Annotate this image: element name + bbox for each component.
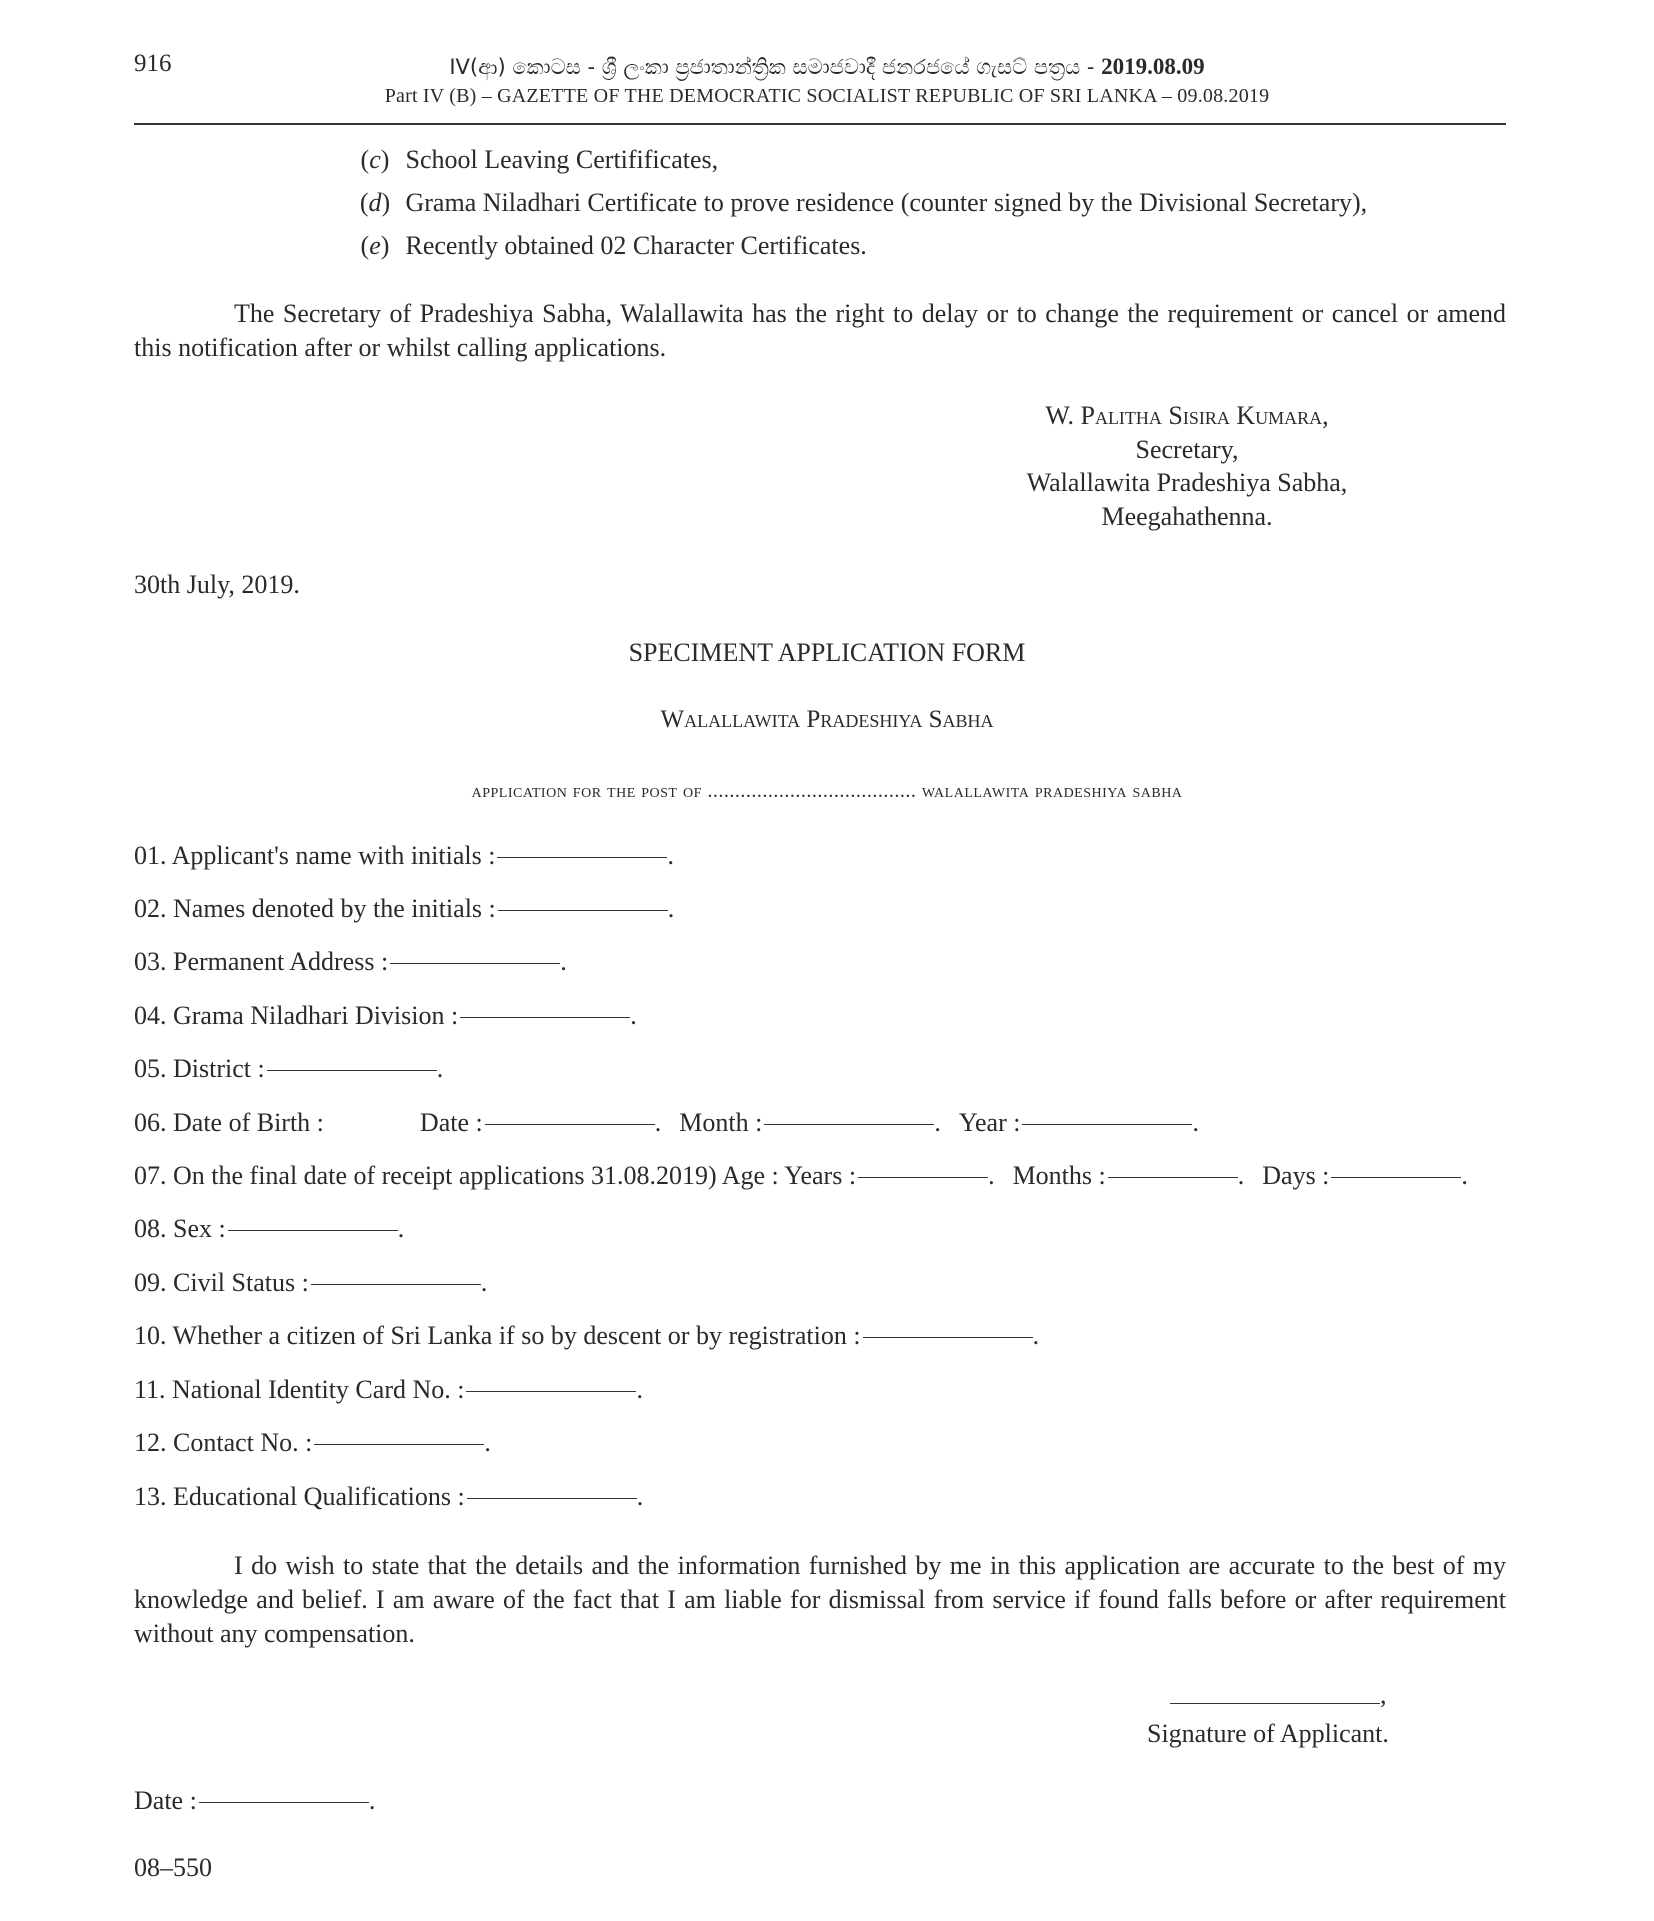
form-field: 11. National Identity Card No. : .	[134, 1375, 643, 1404]
blank-line	[466, 1390, 636, 1392]
field-label: 07. On the final date of receipt applications 31.08.2019) Age : Years :	[134, 1161, 857, 1190]
page-number: 916	[134, 50, 172, 77]
form-field: 09. Civil Status : .	[134, 1268, 488, 1297]
field-label: 01. Applicant's name with initials :	[134, 841, 496, 870]
field-label: 10. Whether a citizen of Sri Lanka if so by descent or by registration :	[134, 1321, 861, 1350]
form-field: 10. Whether a citizen of Sri Lanka if so by descent or by registration : .	[134, 1321, 1040, 1350]
field-label: 13. Educational Qualifications :	[134, 1482, 465, 1511]
blank-line	[497, 856, 667, 858]
blank-line	[764, 1123, 934, 1125]
blank-line	[1331, 1176, 1461, 1178]
field-label: 12. Contact No. :	[134, 1428, 313, 1457]
form-field: 05. District : .	[134, 1054, 444, 1083]
signatory-place: Meegahathenna.	[1101, 502, 1273, 531]
blank-line	[1108, 1176, 1238, 1178]
blank-line	[199, 1801, 369, 1803]
reference-number: 08–550	[134, 1853, 212, 1882]
notice-paragraph: The Secretary of Pradeshiya Sabha, Walallawita has the right to delay or to change the requirement or cancel or amend this notification after or whilst calling applications.	[134, 299, 1506, 362]
field-label: 11. National Identity Card No. :	[134, 1375, 465, 1404]
form-post-line: application for the post of ...................................... walallawita pradeshiya sabha	[471, 780, 1183, 802]
list-item-text: Grama Niladhari Certificate to prove residence (counter signed by the Divisional Secretary),	[405, 188, 1368, 217]
signature-line	[1170, 1703, 1380, 1704]
gazette-english-title: Part IV (B) – GAZETTE OF THE DEMOCRATIC SOCIALIST REPUBLIC OF SRI LANKA – 09.08.2019	[384, 85, 1270, 107]
field-label: 06. Date of Birth :	[134, 1108, 324, 1137]
signatory-name: W. Palitha Sisira Kumara,	[1045, 401, 1329, 430]
form-field: 13. Educational Qualifications : .	[134, 1482, 644, 1511]
form-subtitle: Walallawita Pradeshiya Sabha	[660, 706, 994, 733]
field-label: 05. District :	[134, 1054, 265, 1083]
blank-line	[311, 1283, 481, 1285]
list-item: (d) Grama Niladhari Certificate to prove residence (counter signed by the Divisional Secretary),	[359, 188, 1368, 217]
blank-line	[228, 1229, 398, 1231]
blank-line	[863, 1336, 1033, 1338]
age-days-label: Days :	[1262, 1161, 1330, 1190]
field-label: Date :	[134, 1786, 197, 1815]
list-item-text: Recently obtained 02 Character Certificates.	[405, 231, 867, 260]
list-item: (c) School Leaving Certifificates,	[360, 145, 719, 174]
notice-date: 30th July, 2019.	[134, 570, 300, 599]
form-field-age: 07. On the final date of receipt applications 31.08.2019) Age : Years : . Months : . Days : .	[134, 1161, 1468, 1190]
declaration-paragraph: I do wish to state that the details and the information furnished by me in this application are accurate to the best of my knowledge and belief. I am aware of the fact that I am liable for dismissal from service if found falls before or after requirement without any compensation.	[134, 1551, 1506, 1648]
blank-line	[267, 1069, 437, 1071]
form-field: 02. Names denoted by the initials : .	[134, 894, 675, 923]
blank-line	[485, 1123, 655, 1125]
dob-year-label: Year :	[958, 1108, 1021, 1137]
field-label: 02. Names denoted by the initials :	[134, 894, 496, 923]
field-label: 09. Civil Status :	[134, 1268, 309, 1297]
blank-line	[1022, 1123, 1192, 1125]
field-label: 08. Sex :	[134, 1214, 226, 1243]
signature-comma: ,	[1380, 1680, 1387, 1709]
blank-line	[314, 1443, 484, 1445]
signatory-office: Walallawita Pradeshiya Sabha,	[1026, 468, 1348, 497]
signature-label: Signature of Applicant.	[1147, 1719, 1389, 1748]
blank-line	[460, 1016, 630, 1018]
blank-line	[498, 909, 668, 911]
age-months-label: Months :	[1012, 1161, 1106, 1190]
form-date-field: Date : .	[134, 1786, 376, 1815]
gazette-sinhala-title	[0, 54, 1654, 80]
form-field: 08. Sex : .	[134, 1214, 405, 1243]
form-field-dob: 06. Date of Birth : Date : . Month : . Year : .	[134, 1108, 1199, 1137]
field-label: 04. Grama Niladhari Division :	[134, 1001, 459, 1030]
list-item: (e) Recently obtained 02 Character Certificates.	[360, 231, 867, 260]
blank-line	[390, 962, 560, 964]
signatory-title: Secretary,	[1135, 435, 1239, 464]
field-label: 03. Permanent Address :	[134, 947, 389, 976]
dob-date-label: Date :	[419, 1108, 483, 1137]
form-field: 04. Grama Niladhari Division : .	[134, 1001, 637, 1030]
form-field: 03. Permanent Address : .	[134, 947, 567, 976]
dob-month-label: Month :	[679, 1108, 763, 1137]
form-field: 01. Applicant's name with initials : .	[134, 841, 674, 870]
form-title: SPECIMENT APPLICATION FORM	[628, 638, 1026, 667]
form-field: 12. Contact No. : .	[134, 1428, 491, 1457]
sinhala-title-date: 2019.08.09	[1101, 54, 1205, 79]
header-divider	[134, 123, 1506, 125]
list-item-text: School Leaving Certifificates,	[405, 145, 719, 174]
blank-line	[858, 1176, 988, 1178]
blank-line	[467, 1497, 637, 1499]
sinhala-title-text: IV(ආ) කොටස - ශ්‍රී ලංකා ප්‍රජාතාන්ත්‍රික සමාජවාදී ජනරජයේ ගැසට් පත්‍රය -	[449, 55, 1102, 79]
